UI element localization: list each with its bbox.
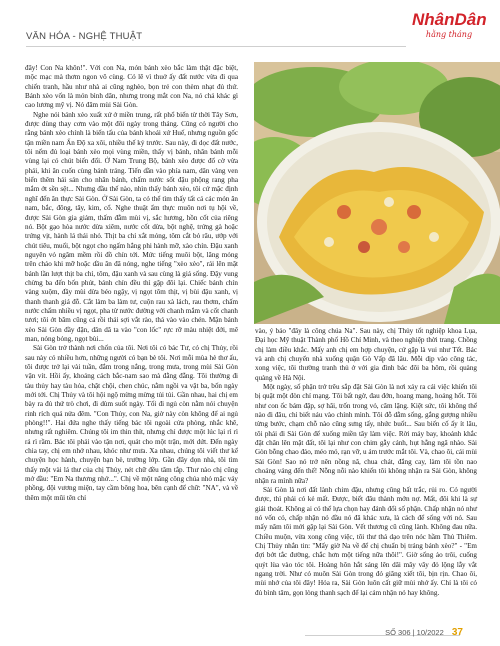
paragraph: Nghe nói bánh xèo xuất xứ ở miền trung, rất phổ biến từ thời Tây Sơn, được dùng thay cơm vào một đôi ngày trong tháng. Cũng có người cho rằng bánh xèo chính là biến tấu của bánh khoái xứ Huế, nhưng nguồn gốc tận miền nam Ấn Độ xa xôi, nhiều thế kỷ trước. Sau này, đi dọc đất nước, tôi nếm đủ loại bánh xèo mọi vùng miền, thấy vị bánh, nhân bánh mỗi vùng lại có chút biến đổi. Ở Nam Trung Bộ, bánh xèo được đổ cờ vừa phải, khi ăn cuốn cùng bánh tráng. Tiến dần vào phía nam, dân vàng ven biển thêm hải sản cho nhân bánh, chấm nước sốt đậu phộng rang pha mắm ớt sền sệt... Nhưng đầu thế nào, nhìn thấy bánh xèo, tôi cứ mặc định nghĩ đến ăn thực Sài Gòn. Ở Sài Gòn, ta có thể tìm thấy tất cả các món ăn nam, bắc, đông, tây, kim, cổ. Nghe thuật ẩm thực muôn nơi tụ hội về, được Sài Gòn gia giảm, thấm đẫm mùi vị, sắc hương, hồn cốt của riêng nó. Bột gạo hòa nước dừa xiêm, nước cốt dừa, bột nghệ, trứng gà hoặc trứng vịt, hành lá thái nhỏ. Thịt ba chỉ xắt mỏng, tôm cắt bỏ râu, ướp với chút tiêu, muối, bột ngọt cho ngấm hẳng phi hành mỡ, xào chín. Đậu xanh nguyên vỏ ngâm mềm rồi đồ chín tới. Mức tiếng muôi bột, lăng mỏng trên chảo khi mỡ hoặc dầu ăn đã nóng, nghe tiếng "xèo xèo", rải lên mặt bánh lần lượt thịt ba chỉ, tôm, đậu xanh và sau cùng là giá sống. Đậy vung chừng ba đến bốn phút, bánh chín đều thì gập đôi lại. Chiếc bánh chín vàng xuộm, đầy mùi dừa béo ngậy, vị ngọt tôm thịt, vị bùi đậu xanh, vị thanh thanh giá đỗ. Cắt làm ba làm tư, cuộn rau xà lách, rau thơm, chấm nước chấm nhiều vị ngọt, pha từ nước đường với chanh mắm và cốt chanh tươi; tôi ớt băm cũng cả rồi thái sợi vắt rào, thả vào vào chén. Mặn bánh xèo Sài Gòn đầy đặn, dân dã ta vào "con lốc" rực rỡ màu nhiệt đới, mê man, nóng bỏng, ngọt bùi... xyxy=(25,110,238,343)
article-column-right xyxy=(255,327,477,598)
paragraph: Sài Gòn là nơi đất lành chim đậu, nhưng cũng bất trắc, rủi ro. Có người được, thì phải có kẻ mất. Được, biết đâu thành mớn nợ. Mất, đôi khi là sự giải thoát. Không ai có thể lựa chọn hay đánh đổi số phận. Chấp nhận nó như nó vốn có, chấp nhận nó đầu nó đã khác xưa, là cách để sống với nó. Sau mấy năm tôi mới gặp lại Sài Gòn. Vết thương cũ cũng lành. Không đau nữa. Chiều muộn, vừa xong công việc, tôi thư thả dạo trên nóc hầm Thủ Thiêm. Chị Thủy nhắn tin: "Mấy giờ Na về để chị chuẩn bị tráng bánh xèo?" - "Em đợi bớt tắc đường, chắc hơn một tiếng nữa thôi!". Giờ sống ảo trôi, cuống quýt lùa vào tóc tôi. Hoàng hôn hắt sáng lên dãi mây vây đỏ lộng lẫy vắt ngang trời. Như có muôn Sài Gòn trong đó giăng xiết tôi, bịn rịn. Chao ôi, mùi nhớ của tôi đây! Hóa ra, Sài Gòn luôn cất giữ mùi nhớ ấy. Chỉ là tôi có đủ bình tâm, gọn lòng thanh sạch để lại cảm nhận nó hay không. xyxy=(255,485,477,597)
page-footer xyxy=(0,628,500,646)
logo-main-text: NhânDân xyxy=(412,10,487,29)
page-header xyxy=(0,0,500,62)
paragraph: đây! Con Na khôn!". Với con Na, món bánh xèo bắc làm thật đặc biệt, mộc mạc mà thơm ngon vô cùng. Có lẽ vì thuở ấy đất nước vừa đi qua chiến tranh, hầu như nhà ai cũng nghèo, bọn trẻ con thèm nhạt đủ thứ. Bánh xèo vốn là món bình dân, nhưng trong mắt con Na, nó chả khác gì cao lương mỹ vị. Nó đâm mùi Sài Gòn. xyxy=(25,64,238,110)
logo-sub-text: hằng tháng xyxy=(425,30,473,39)
paragraph: Sài Gòn trở thành nơi chốn của tôi. Nơi tôi có bác Tư, có chị Thủy, rồi sau này có nhiều hơn, những người có bạn bè tôi. Nơi mỗi mùa hè thơ ấu, tôi được trở lại vài tuần, đắm trong nắng, trong mưa, trong mùi Sài Gòn vận vít. Hồi ấy, khoảng cách bắc-nam sao mà đằng đẵng. Tôi thường đi tàu thủy hay tàu hỏa, chật chội, chen chúc, nằm ngồi va vật ba, bốn ngày mới tới. Chị Thủy và tôi hội ngộ mừng mừng tủi tủi. Gần nhau, hai chị em bày ra đủ thứ trò chơi, đi dùm suốt ngày. Tối đi ngủ còn nằm nói chuyện rinh rích quá nửa đêm. "Con Thủy, con Na, giờ này còn không để ai ngủ phòng!!". Hai đứa nghe thấy tiếng bác tôi ngoài cửa phòng, nhắc khẽ, nhưng rất nghiêm. Chúng tôi im thin thít, nhưng chỉ được một lúc lại rì rì rả rì rầm. Bác tôi phải vào tận nơi, quát cho một trận, mới dứt. Đến ngày chia tay, chị em nhớ nhau, khóc như mưa. Xa nhau, chúng tôi viết thư kể chuyện học hành, chuyện bạn bè, trường lớp. Gần đây dọn nhà, tôi tìm thấy một vài lá thư của chị Thủy, nét chữ đều tăm tắp. Thư nào chị cũng mở đầu: "Em Na thương nhớ...". Chị về một năng công chúa nhỏ mặc váy phồng, đội vương miện, tay cầm bông hoa, bên cạnh để chữ: "NA", và về thêm một mũi tên chỉ xyxy=(25,344,238,502)
publication-logo xyxy=(412,10,486,54)
article-column-left xyxy=(25,64,238,503)
paragraph: Một ngày, số phận trớ trêu sắp đặt Sài Gòn là nơi xảy ra cái việc khiến tôi bị quật một đòn chí mạng. Tôi bất ngờ, đau đớn, hoang mang, hoảng hốt. Tôi như con ốc bám đập, sợ hãi, trốn trong vỏ, câm lặng. Kiệt sức, tôi không thể nào đi đâu, chỉ biết náu vào chính mình. Tôi đỗ dẫm sống, gắng gượng nhiều từng bước, chạm chỗ nào cũng sưng tấy, nhức buốt... Sau biến cố ấy ít lâu, tôi phải đi Sài Gòn để xuống miền tây làm việc. Rời máy bay, khoảnh khắc đặt chân lên mặt đất, tôi lại như con chim gẫy cánh, hụt hẫng ngã nhào. Sài Gòn bỗng chao đảo, méo mó, rạn vỡ, u ám trước mắt tôi. Và, chao ôi, cái mùi Sài Gòn! Sao nó trở nên nồng nã, chua chát, đắng cay, làm tôi tồn nao choáng váng đến thế! Nỗng nỗi nào khiến tôi không nhận ra Sài Gòn, không nhận ra mình nữa? xyxy=(255,383,477,485)
paragraph: vào, ý bảo "đây là công chúa Na". Sau này, chị Thủy tốt nghiệp khoa Lụa, Đại học Mỹ thuật Thành phố Hồ Chí Minh, và theo nghiệp thời trang. Chồng chị làm điều khắc. Mấy anh chị em hợp chuyện, cứ gặp là vui như Tết. Bác và anh chị chuyển nhà xuống quận Gò Vấp đã lâu. Mỗi dịp vào công tác, xong việc, tôi thường tranh thủ ở với gia đình bác đôi ba hôm, rồi quàng quàng về Hà Nội. xyxy=(255,327,477,382)
banh-xeo-photo xyxy=(254,62,500,324)
page-number: 37 xyxy=(451,627,463,638)
issue-number: SỐ 306 | 10/2022 xyxy=(385,628,444,637)
header-divider xyxy=(26,46,406,47)
food-photo-icon xyxy=(254,62,500,324)
footer-info xyxy=(385,627,463,638)
section-title: VĂN HÓA - NGHỆ THUẬT xyxy=(26,31,143,42)
